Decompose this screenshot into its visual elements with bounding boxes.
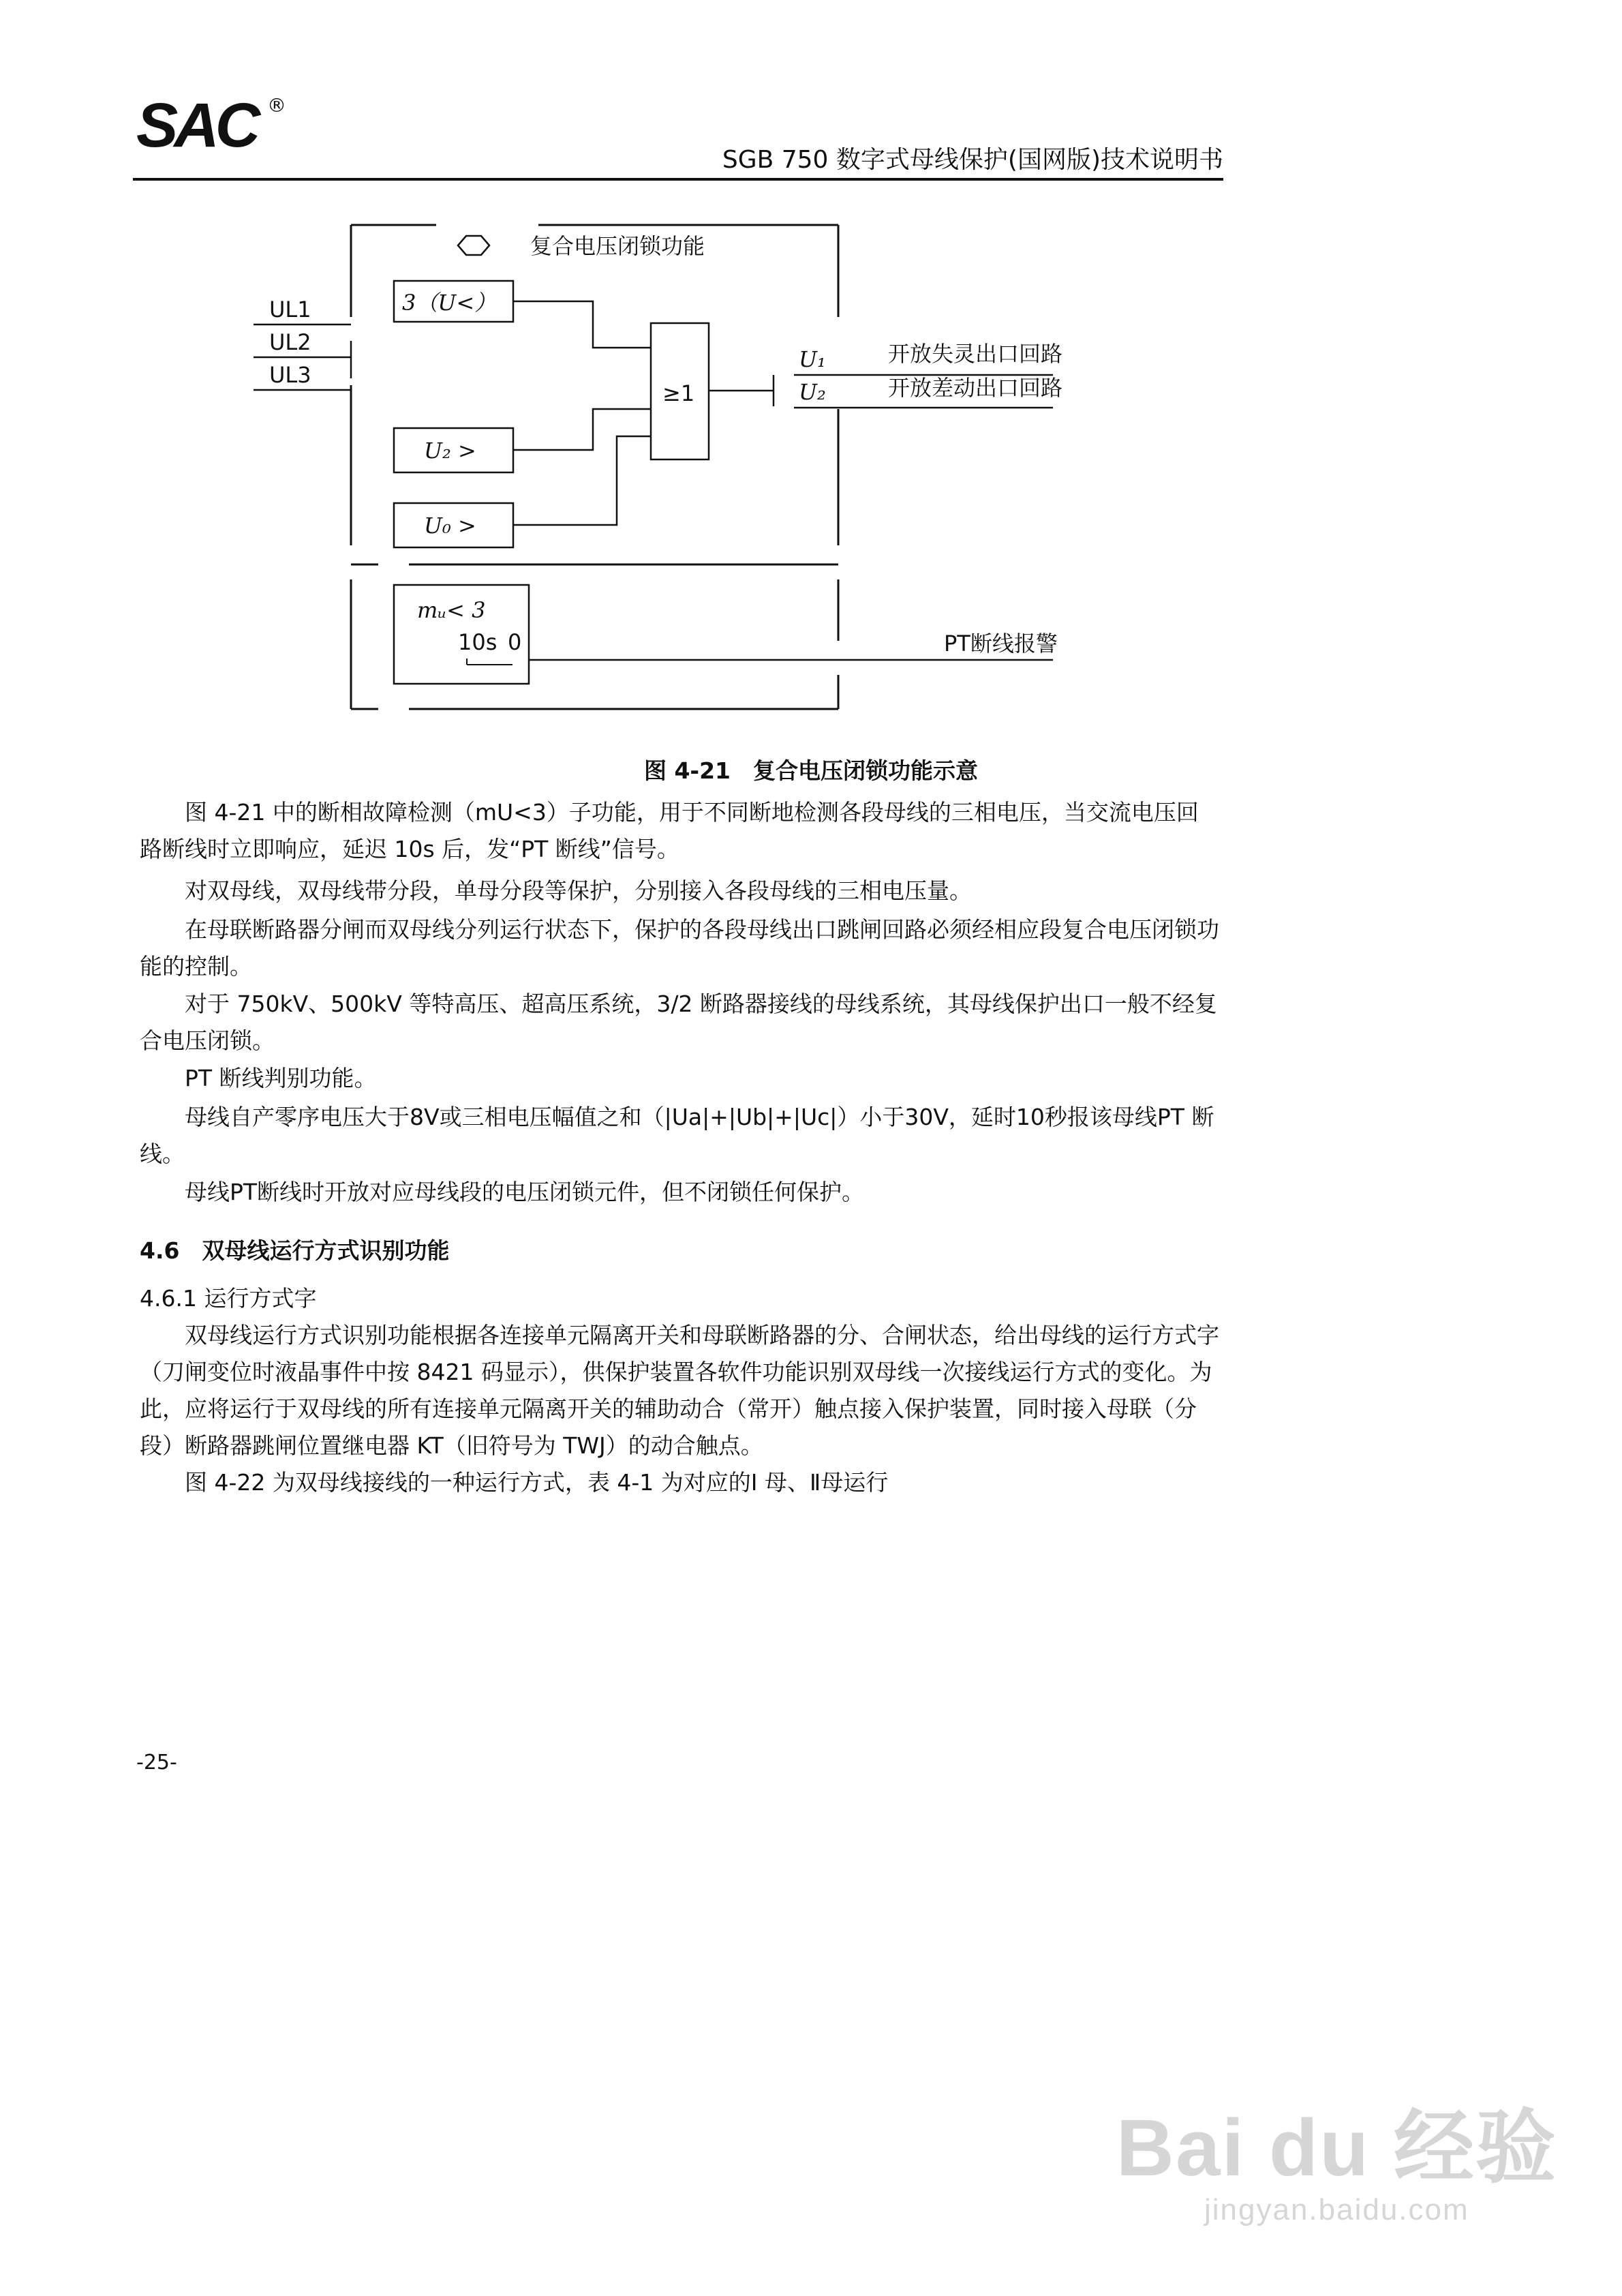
logo-text: SAC — [136, 91, 257, 160]
hexagon-icon — [458, 236, 489, 255]
baidu-watermark — [1116, 2083, 1557, 2227]
paragraph-6: 母线自产零序电压大于8V或三相电压幅值之和（|Ua|+|Ub|+|Uc|）小于30V，延时10秒报该母线PT 断线。 — [140, 1104, 1214, 1167]
output-u1-label: 开放失灵出口回路 — [888, 341, 1063, 367]
paragraph-3: 在母联断路器分闸而双母线分列运行状态下，保护的各段母线出口跳闸回路必须经相应段复合电压闭锁功能的控制。 — [140, 916, 1219, 980]
paragraph-4: 对于 750kV、500kV 等特高压、超高压系统，3/2 断路器接线的母线系统，其母线保护出口一般不经复合电压闭锁。 — [140, 991, 1217, 1054]
paragraph-2: 对双母线，双母线带分段，单母分段等保护，分别接入各段母线的三相电压量。 — [185, 877, 972, 904]
zero-seq-label: U₀ > — [424, 513, 476, 539]
composite-voltage-lockout-diagram — [0, 0, 1622, 750]
figure-caption: 图 4-21 复合电压闭锁功能示意 — [643, 757, 979, 784]
watermark-main: Bai du 经验 — [1116, 2103, 1557, 2193]
paragraph-8: 双母线运行方式识别功能根据各连接单元隔离开关和母联断路器的分、合闸状态，给出母线的运行方式字（刀闸变位时液晶事件中按 8421 码显示），供保护装置各软件功能识别双母线一次接线运行方式的变化。为此，应将运行于双母线的所有连接单元隔离开关的辅助动合（常开）触点接入保护装置，同时接入母联（分段）断路器跳闸位置继电器 KT（旧符号为 TWJ）的动合触点。 — [140, 1322, 1219, 1459]
output-u2: U₂ — [799, 379, 826, 405]
timer-symbol — [467, 659, 512, 665]
document-title: SGB 750 数字式母线保护(国网版)技术说明书 — [722, 146, 1223, 174]
neg-seq-label: U₂ > — [424, 438, 476, 464]
gate-wiring — [513, 301, 1053, 525]
output-u2-label: 开放差动出口回路 — [888, 375, 1063, 401]
pt-block-label: mᵤ< 3 — [417, 597, 486, 623]
subsection-heading: 4.6.1 运行方式字 — [140, 1285, 317, 1312]
or-gate-label: ≥1 — [662, 380, 695, 406]
watermark-sub: jingyan.baidu.com — [1204, 2193, 1469, 2226]
box-title: 复合电压闭锁功能 — [530, 233, 705, 259]
pt-output-label: PT断线报警 — [944, 631, 1058, 656]
pt-timer-right: 0 — [508, 629, 522, 655]
pt-timer-left: 10s — [458, 629, 498, 655]
output-u1: U₁ — [799, 346, 826, 372]
paragraph-7: 母线PT断线时开放对应母线段的电压闭锁元件，但不闭锁任何保护。 — [185, 1179, 865, 1205]
page-number: -25- — [136, 1751, 177, 1774]
paragraph-9: 图 4-22 为双母线接线的一种运行方式，表 4-1 为对应的Ⅰ 母、Ⅱ母运行 — [185, 1469, 889, 1496]
logo-registered-mark: ® — [267, 94, 286, 117]
paragraph-5: PT 断线判别功能。 — [185, 1065, 377, 1091]
undervoltage-label: 3（U<） — [402, 290, 497, 316]
input-ul2: UL2 — [269, 329, 311, 355]
input-ul3: UL3 — [269, 362, 311, 388]
paragraph-1: 图 4-21 中的断相故障检测（mU<3）子功能，用于不同断地检测各段母线的三相电压，当交流电压回路断线时立即响应，延迟 10s 后，发“PT 断线”信号。 — [140, 799, 1199, 862]
input-ul1: UL1 — [269, 297, 311, 322]
section-heading: 4.6 双母线运行方式识别功能 — [140, 1237, 450, 1264]
